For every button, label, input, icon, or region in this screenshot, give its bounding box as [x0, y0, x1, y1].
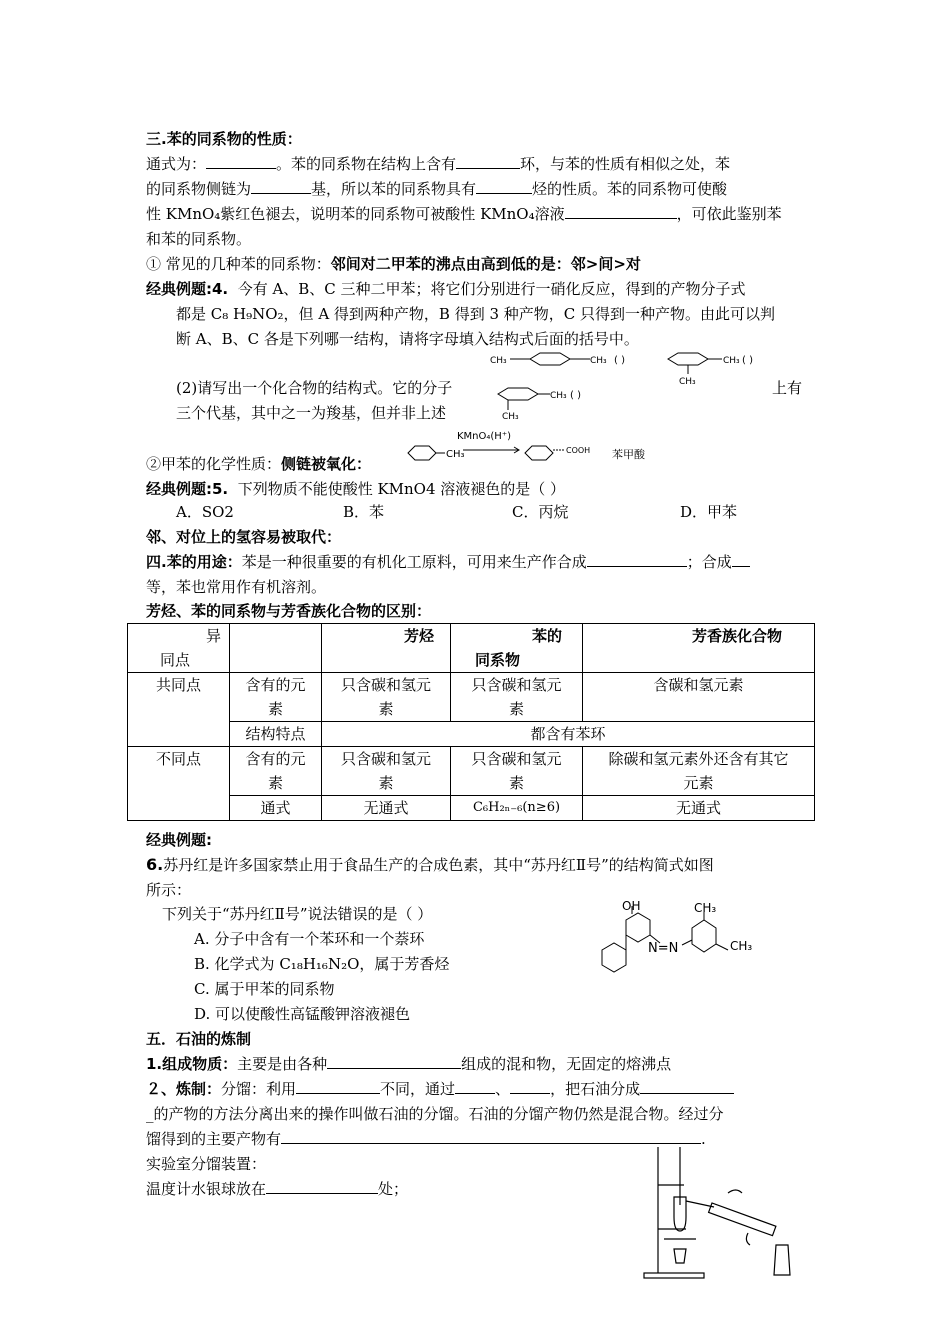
option-d: D. 可以使酸性高锰酸钾溶液褪色 [194, 1005, 411, 1023]
text-line: 经典例题:5. 下列物质不能使酸性 KMnO4 溶液褪色的是（ ） [146, 480, 566, 498]
text-line: (2)请写出一个化合物的结构式。它的分子 [176, 379, 453, 397]
text-line: 馏得到的主要产物有 . [146, 1130, 706, 1148]
option-d: D．甲苯 [680, 503, 738, 521]
option-c: C．丙烷 [512, 503, 569, 521]
text-line: 三个代基，其中之一为羧基，但并非上述 [176, 404, 447, 422]
option-c: C. 属于甲苯的同系物 [194, 980, 335, 998]
oh-label: OH [622, 899, 641, 913]
receiving-flask [774, 1245, 790, 1275]
table-row: 共同点 含有的元 素 只含碳和氢元 素 只含碳和氢元 素 含碳和氢元素 [128, 673, 815, 722]
azo-label: N=N [648, 941, 679, 956]
text-line: 都是 C₈ H₉NO₂，但 A 得到两种产物，B 得到 3 种产物，C 只得到一种产物。由此可以判 [176, 305, 776, 323]
text-line: 实验室分馏装置： [146, 1155, 267, 1173]
text-line: _的产物的方法分离出来的操作叫做石油的分馏。石油的分馏产物仍然是混合物。经过分 [146, 1105, 724, 1123]
stand-base [644, 1273, 704, 1278]
blank[interactable] [640, 1079, 734, 1094]
condenser [709, 1203, 776, 1236]
option-b: B. 化学式为 C₁₈H₁₆N₂O，属于芳香烃 [194, 955, 450, 973]
benzene-ring [682, 912, 728, 952]
ch3-label: CH₃ [446, 449, 465, 460]
ch3-label: CH₃ [490, 356, 507, 366]
reagent-label: KMnO₄(H⁺) [457, 431, 512, 442]
comparison-table [127, 623, 815, 821]
text-line: 性 KMnO₄紫红色褪去，说明苯的同系物可被酸性 KMnO₄溶液 ，可依此鉴别苯 [146, 205, 782, 223]
ortho-xylene-structure [498, 388, 550, 410]
naphthalene-ring [602, 906, 660, 972]
text-line: 1.组成物质：主要是由各种 组成的混和物，无固定的熔沸点 [146, 1055, 672, 1073]
blank[interactable] [587, 552, 687, 567]
ch3-label: CH₃ [590, 356, 607, 366]
section5-heading: 五．石油的炼制 [146, 1030, 252, 1048]
table-row: 不同点 含有的元 素 只含碳和氢元 素 只含碳和氢元 素 除碳和氢元素外还含有其它 元素 [128, 747, 815, 796]
water-out-arrow [728, 1190, 742, 1193]
option-a: A. 分子中含有一个苯环和一个萘环 [194, 930, 425, 948]
toluene-oxidation-reaction [405, 428, 665, 466]
burner [674, 1249, 686, 1263]
ch3-label: CH₃ [723, 356, 740, 366]
cooh-label: COOH [566, 446, 591, 455]
ch3-label: CH₃ [502, 412, 519, 422]
table-row: 结构特点 都含有苯环 [128, 722, 815, 747]
text-line: 四.苯的用途：苯是一种很重要的有机化工原料，可用来生产作合成 ；合成 [146, 552, 750, 572]
sudan-red-structure [598, 898, 768, 990]
blank[interactable] [296, 1079, 380, 1094]
benzene-ring [525, 446, 553, 460]
table-row: 异 同点 芳烃 苯的 同系物 芳香族化合物 [128, 624, 815, 673]
text-line: 经典例题:4. 今有 A、B、C 三种二甲苯；将它们分别进行一硝化反应，得到的产物分子式 [146, 280, 746, 298]
text-line: 邻、对位上的氢容易被取代： [146, 528, 342, 546]
blank[interactable] [565, 204, 677, 219]
answer-paren: ( ) [570, 390, 581, 401]
text-line: 芳烃、苯的同系物与芳香族化合物的区别： [146, 602, 432, 620]
text-line: 温度计水银球放在 处； [146, 1180, 409, 1198]
text-line: ２、炼制：分馏：利用 不同，通过 、 ，把石油分成 [146, 1079, 734, 1099]
text-line: 和苯的同系物。 [146, 230, 252, 248]
ch3-label: CH₃ [694, 901, 717, 915]
text-line: 通式为： 。苯的同系物在结构上含有 环，与苯的性质有相似之处，苯 [146, 155, 731, 173]
blank[interactable] [266, 1179, 378, 1194]
blank[interactable] [206, 154, 276, 169]
blank[interactable] [281, 1129, 701, 1144]
distillation-apparatus-illustration [640, 1145, 810, 1285]
text-line: 6.苏丹红是许多国家禁止用于食品生产的合成色素，其中“苏丹红Ⅱ号”的结构简式如图 [146, 855, 714, 874]
text-line: 所示： [146, 881, 192, 899]
text-line: 经典例题: [146, 831, 212, 849]
blank[interactable] [732, 552, 750, 567]
text-line: 的同系物侧链为 基，所以苯的同系物具有 烃的性质。苯的同系物可使酸 [146, 180, 728, 198]
blank[interactable] [455, 1079, 495, 1094]
text-line: 下列关于“苏丹红Ⅱ号”说法错误的是（ ） [162, 905, 433, 923]
para-xylene-structure [510, 353, 590, 365]
ch3-label: CH₃ [679, 377, 696, 387]
benzene-ring [408, 446, 436, 460]
section3-heading: 三.苯的同系物的性质： [146, 130, 302, 148]
benzoic-acid-label: 苯甲酸 [612, 448, 645, 461]
text-line: ① 常见的几种苯的同系物：邻间对二甲苯的沸点由高到低的是：邻>间>对 [146, 255, 641, 273]
text-line: 断 A、B、C 各是下列哪一结构，请将字母填入结构式后面的括号中。 [176, 330, 639, 348]
option-b: B．苯 [343, 503, 385, 521]
blank[interactable] [327, 1054, 461, 1069]
xylene-structures [490, 344, 790, 422]
meta-xylene-structure [668, 353, 722, 374]
text-line: ②甲苯的化学性质：侧链被氧化： [146, 455, 372, 473]
water-in-arrow [746, 1233, 750, 1245]
text-line: 上有 [772, 379, 803, 397]
answer-paren: ( ) [742, 355, 753, 366]
blank[interactable] [510, 1079, 550, 1094]
side-arm [686, 1201, 714, 1207]
blank[interactable] [251, 179, 311, 194]
answer-paren: ( ) [614, 355, 625, 366]
text-line: 等，苯也常用作有机溶剂。 [146, 578, 327, 596]
ch3-label: CH₃ [550, 391, 567, 401]
ch3-label: CH₃ [730, 939, 753, 953]
table-row: 通式 无通式 C₆H₂ₙ₋₆(n≥6) 无通式 [128, 796, 815, 821]
blank[interactable] [476, 179, 532, 194]
blank[interactable] [456, 154, 520, 169]
option-a: A．SO2 [176, 503, 234, 521]
